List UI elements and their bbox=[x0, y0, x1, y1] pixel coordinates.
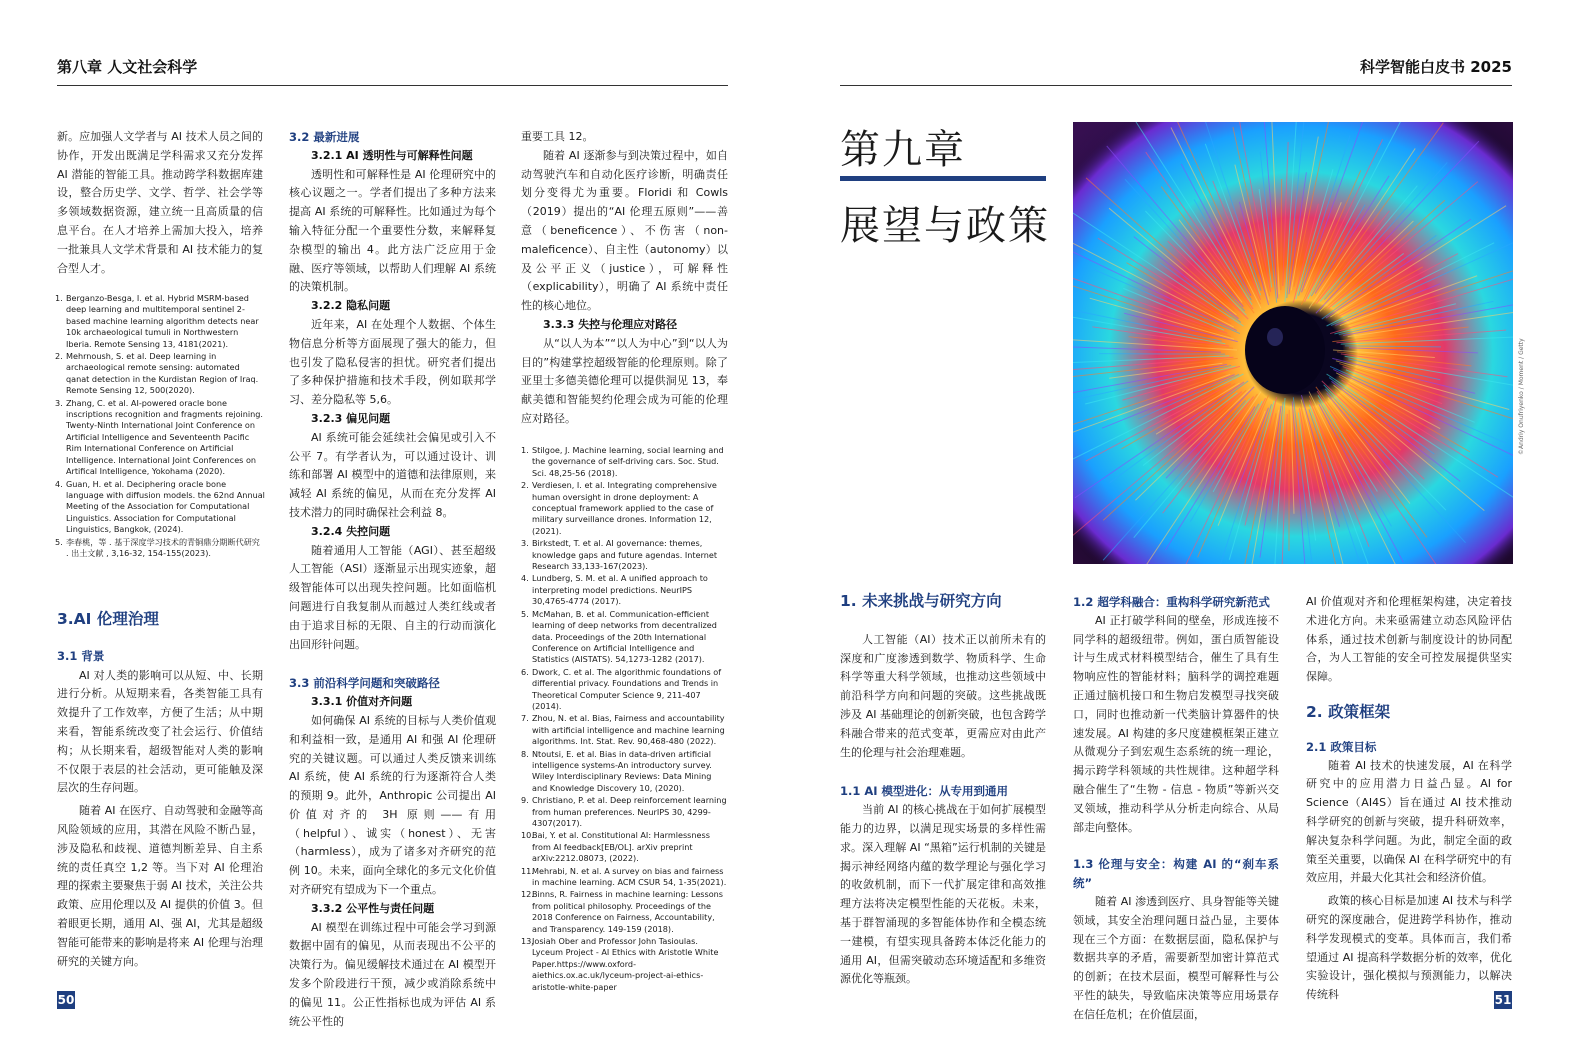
reference-item bbox=[521, 538, 729, 572]
chapter-title: 展望与政策 bbox=[840, 203, 1050, 249]
reference-item bbox=[521, 795, 729, 829]
reference-number: 7. bbox=[521, 713, 529, 724]
section-title-future: 1. 未来挑战与研究方向 bbox=[840, 592, 1002, 610]
subsubsection-3-2-3-title: 3.2.3 偏见问题 bbox=[311, 411, 391, 425]
continued-paragraph: 重要工具 12。 bbox=[521, 130, 594, 143]
reference-number: 2. bbox=[521, 480, 529, 491]
paragraph-1-3: 随着 AI 渗透到医疗、具身智能等关键领域，其安全治理问题日益凸显，主要体现在三个方面：在数据层面，隐私保护与数据共享的矛盾，需要新型加密计算范式的创新；在技术层面，模型可解释性与公平性的缺失，导致临床决策等应用场景存在信任危机；在价值层面， bbox=[1073, 894, 1279, 1021]
paragraph-2-1-b: 政策的核心目标是加速 AI 技术与科学研究的深度融合，促进跨学科协作，推动科学发现模式的变革。具体而言，我们希望通过 AI 提高科学数据分析的效率，优化实验设计，强化模拟与预测能力，以解决传统科 bbox=[1306, 894, 1512, 1002]
paragraph-3-3-1: 如何确保 AI 系统的目标与人类价值观和利益相一致，是通用 AI 和强 AI 伦理研究的关键议题。可以通过人类反馈来训练 AI 系统，使 AI 系统的行为逐渐符合人类的预期 9。此外，Anthropic 公司提出 AI 价值对齐的 3H 原则——有用（helpful）、诚实（honest）、无害（harmless），成为了诸多对齐研究的范例 10。未来，面向全球化的多元文化价值对齐研究有望成为下一个重点。 bbox=[289, 713, 496, 897]
running-header-right: 科学智能白皮书 2025 bbox=[1360, 58, 1512, 76]
subsubsection-3-2-2-title: 3.2.2 隐私问题 bbox=[311, 299, 391, 313]
reference-text: 李春桃，等 . 基于深度学习技术的青铜鼎分期断代研究 . 出土文献 , 3,16-32, 154-155(2023). bbox=[66, 536, 260, 558]
reference-number: 1. bbox=[521, 445, 529, 455]
paragraph-3-3-3: 从“以人为本”“以人为中心”到“以人为目的”构建掌控超级智能的伦理原则。除了亚里士多德美德伦理可以提供洞见 13，奉献美德和智能契约伦理会成为可能的伦理应对路径。 bbox=[521, 336, 728, 425]
left-column-1 bbox=[57, 128, 263, 278]
right-column-1 bbox=[840, 592, 1046, 989]
reference-text: Zhou, N. et al. Bias, Fairness and accountability with artificial intelligence and machine learning algorithms. Int. Stat. Rev. 90,468-480 (2022). bbox=[532, 713, 725, 747]
reference-text: Dwork, C. et al. The algorithmic foundations of differential privacy. Foundations and Trends in Theoretical Computer Science 9, 211-407 (2014). bbox=[532, 666, 722, 711]
header-rule-left bbox=[57, 85, 728, 86]
paragraph-3-1-a: AI 对人类的影响可以从短、中、长期进行分析。从短期来看，各类智能工具有效提升了工作效率，方便了生活；从中期来看，智能系统改变了社会运行、价值结构；从长期来看，超级智能对人类的影响不仅限于表层的社会活动，更可能触及深层次的生存问题。 bbox=[57, 668, 263, 795]
reference-item bbox=[521, 936, 729, 993]
reference-text: Berganzo-Besga, I. et al. Hybrid MSRM-based deep learning and multitemporal sentinel 2-based machine learning algorithm detects near 10k archaeological tumuli in Northwestern Iberia. Remote Sensing 13, 4181(2021). bbox=[66, 293, 259, 349]
running-header-left: 第八章 人文社会科学 bbox=[57, 58, 198, 76]
paragraph-1-1: 当前 AI 的核心挑战在于如何扩展模型能力的边界，以满足现实场景的多样性需求。深入理解 AI “黑箱”运行机制的关键是揭示神经网络内蕴的数学理论与强化学习的收敛机制，而下一代扩展定律和高效推理方法将决定模型性能的天花板。未来，基于群智涌现的多智能体协作和全模态统一建模，有望实现具备跨本体泛化能力的通用 AI，但需突破动态环境适配和多维资源优化等瓶颈。 bbox=[840, 803, 1046, 986]
reference-text: Mehrabi, N. et al. A survey on bias and fairness in machine learning. ACM CSUR 54, 1-35(2021). bbox=[532, 865, 727, 888]
ethics-section bbox=[57, 610, 263, 971]
reference-item bbox=[521, 573, 729, 607]
reference-text: Stilgoe, J. Machine learning, social learning and the governance of self-driving cars. Soc. Stud. Sci. 48,25-56 (2018). bbox=[532, 445, 724, 478]
subsubsection-3-3-2-title: 3.3.2 公平性与责任问题 bbox=[311, 901, 435, 915]
subsection-1-1-title: 1.1 AI 模型进化：从专用到通用 bbox=[840, 784, 1009, 799]
reference-item bbox=[521, 749, 729, 795]
subsubsection-3-2-1-title: 3.2.1 AI 透明性与可解释性问题 bbox=[311, 148, 473, 162]
reference-text: Zhang, C. et al. AI-powered oracle bone inscriptions recognition and fragments rejoining. Twenty-Ninth International Joint Conference on Artificial Intelligence and Seventeenth Pacific Rim International Conference on Artificial Intelligence. International Joint Conferences on Artifical Intelligence, Yokohama (2020). bbox=[66, 397, 264, 477]
subsection-1-3-title: 1.3 伦理与安全：构建 AI 的“刹车系统” bbox=[1073, 857, 1279, 891]
reference-number: 3. bbox=[55, 397, 63, 408]
paragraph-future: 人工智能（AI）技术正以前所未有的深度和广度渗透到数学、物质科学、生命科学等重大科学领域，也推动这些领域中前沿科学方向和问题的突破。这些挑战既涉及 AI 基础理论的创新突破，也包含跨学科融合带来的范式变革，更需应对由此产生的伦理与社会治理难题。 bbox=[840, 632, 1046, 759]
subsection-3-3-title: 3.3 前沿科学问题和突破路径 bbox=[289, 676, 440, 691]
chapter-divider bbox=[840, 176, 1046, 181]
reference-text: Binns, R. Fairness in machine learning: Lessons from political philosophy. Proceedings of the 2018 Conference on Fairness, Accountability, and Transparency. 149-159 (2018). bbox=[532, 889, 724, 934]
reference-item bbox=[521, 609, 729, 666]
subsubsection-3-3-1-title: 3.3.1 价值对齐问题 bbox=[311, 695, 413, 709]
reference-text: Bai, Y. et al. Constitutional AI: Harmlessness from AI feedback[EB/OL]. arXiv preprint arXiv:2212.08073, (2022). bbox=[532, 830, 710, 864]
reference-item bbox=[521, 830, 729, 864]
continued-ethics-paragraph: AI 价值观对齐和伦理框架构建，决定着技术进化方向。未来亟需建立动态风险评估体系，通过技术创新与制度设计的协同配合，为人工智能的安全可控发展提供坚实保障。 bbox=[1306, 595, 1512, 684]
right-column-2 bbox=[1073, 593, 1279, 1025]
reference-item bbox=[55, 398, 265, 478]
paragraph-3-3-2: AI 模型在训练过程中可能会学习到源数据中固有的偏见，从而表现出不公平的决策行为。偏见缓解技术通过在 AI 模型开发多个阶段进行干预，减少或消除系统中的偏见 11。公正性指标也成为评估 AI 系统公平性的 bbox=[289, 920, 496, 1028]
reference-number: 2. bbox=[55, 351, 63, 362]
left-column-3 bbox=[521, 128, 728, 429]
reference-number: 13. bbox=[521, 936, 534, 947]
reference-item bbox=[55, 351, 265, 397]
paragraph-1-2: AI 正打破学科间的壁垒，形成连接不同学科的超级纽带。例如，蛋白质智能设计与生成式材料模型结合，催生了具有生物响应性的智能材料；脑科学的调控难题正通过脑机接口和生物启发模型寻找突破口，同时也推动新一代类脑计算器件的快速发展。AI 构建的多尺度建模框架正建立从微观分子到宏观生态系统的统一理论，揭示跨学科领域的共性规律。这种超学科融合催生了“生物 - 信息 - 物质”等新兴交叉领域，推动科学从分析走向综合、从局部走向整体。 bbox=[1073, 613, 1279, 834]
photo-credit: ©Andriy Onufriyenko / Moment / Getty bbox=[1518, 338, 1525, 455]
reference-item bbox=[55, 537, 265, 560]
reference-item bbox=[521, 667, 729, 713]
reference-item bbox=[521, 480, 729, 537]
reference-number: 5. bbox=[521, 608, 529, 619]
chapter-label: 第九章 bbox=[840, 127, 966, 173]
subsection-3-1-title: 3.1 背景 bbox=[57, 648, 105, 663]
section-title-policy: 2. 政策框架 bbox=[1306, 702, 1391, 721]
right-column-references bbox=[521, 445, 729, 994]
paragraph-3-2-2: 近年来，AI 在处理个人数据、个体生物信息分析等方面展现了强大的能力，但也引发了隐私侵害的担忧。研究者们提出了多种保护措施和技术手段，例如联邦学习、差分隐私等 5,6。 bbox=[289, 317, 496, 407]
section-title-ethics: 3.AI 伦理治理 bbox=[57, 610, 159, 628]
header-rule-right bbox=[840, 85, 1512, 86]
left-column-2 bbox=[289, 128, 496, 1031]
paragraph-2-1-a: 随着 AI 技术的快速发展，AI 在科学研究中的应用潜力日益凸显。AI for Science（AI4S）旨在通过 AI 技术推动科学研究的创新与突破，提升科研效率，解决复杂科学问题。为此，制定全面的政策至关重要，以确保 AI 在科学研究中的有效应用，并最大化其社会和经济价值。 bbox=[1306, 758, 1512, 885]
reference-item bbox=[521, 866, 729, 889]
iris-image bbox=[1073, 122, 1513, 564]
reference-number: 1. bbox=[55, 293, 63, 303]
subsubsection-3-3-3-title: 3.3.3 失控与伦理应对路径 bbox=[543, 317, 678, 331]
paragraph-3-2-1: 透明性和可解释性是 AI 伦理研究中的核心议题之一。学者们提出了多种方法来提高 AI 系统的可解释性。比如通过为每个输入特征分配一个重要性分数，来解释复杂模型的输出 4。此方法广泛应用于金融、医疗等领域，以帮助人们理解 AI 系统的决策机制。 bbox=[289, 167, 496, 294]
reference-item bbox=[55, 293, 265, 350]
page-number-right: 51 bbox=[1494, 993, 1512, 1007]
iris-fiber bbox=[1099, 354, 1225, 355]
intro-paragraph: 新。应加强人文学者与 AI 技术人员之间的协作，开发出既满足学科需求又充分发挥 AI 潜能的智能工具。推动跨学科数据库建设，整合历史学、文学、哲学、社会学等多领域数据资源，建立统一且高质量的信息平台。在人才培养上需加大投入，培养一批兼具人文学术背景和 AI 技术能力的复合型人才。 bbox=[57, 130, 263, 275]
reference-number: 6. bbox=[521, 666, 529, 677]
reference-number: 10. bbox=[521, 830, 534, 841]
reference-number: 3. bbox=[521, 538, 529, 549]
reference-text: Lundberg, S. M. et al. A unified approach to interpreting model predictions. NeurIPS 30,4765-4774 (2017). bbox=[532, 573, 708, 607]
reference-text: Guan, H. et al. Deciphering oracle bone language with diffusion models. the 62nd Annual Meeting of the Association for Computational Linguistics. Association for Computational Linguistics, Bangkok, (2024). bbox=[66, 478, 265, 535]
reference-text: Birkstedt, T. et al. AI governance: themes, knowledge gaps and future agendas. Internet Research 33,133-167(2023). bbox=[532, 538, 718, 572]
reference-item bbox=[55, 479, 265, 536]
paragraph-3-2-3: AI 系统可能会延续社会偏见或引入不公平 7。有学者认为，可以通过设计、训练和部署 AI 模型中的道德和法律原则，来减轻 AI 系统的偏见，从而在充分发挥 AI 技术潜力的同时确保社会利益 8。 bbox=[289, 430, 496, 519]
reference-text: Verdiesen, I. et al. Integrating comprehensive human oversight in drone deployment: A conceptual framework applied to the case of military surveillance drones. Information 12, (2021). bbox=[532, 480, 717, 536]
reference-number: 9. bbox=[521, 795, 529, 806]
left-references bbox=[55, 293, 265, 560]
right-column-3 bbox=[1306, 593, 1512, 1005]
reference-text: Mehrnoush, S. et al. Deep learning in archaeological remote sensing: automated qanat detection in the Kurdistan Region of Iraq. Remote Sensing 12, 500(2020). bbox=[66, 351, 259, 396]
reference-number: 4. bbox=[521, 573, 529, 584]
subsection-3-2-title: 3.2 最新进展 bbox=[289, 130, 360, 144]
reference-number: 12. bbox=[521, 889, 534, 900]
reference-text: McMahan, B. et al. Communication-efficient learning of deep networks from decentralized data. Proceedings of the 20th International Conference on Artificial Intelligence and Statistics (AISTATS). 54,1273-1282 (2017). bbox=[532, 608, 717, 665]
subsection-2-1-title: 2.1 政策目标 bbox=[1306, 739, 1377, 754]
subsection-1-2-title: 1.2 超学科融合：重构科学研究新范式 bbox=[1073, 595, 1270, 609]
reference-item bbox=[521, 889, 729, 935]
reference-item bbox=[521, 445, 729, 479]
reference-number: 11. bbox=[521, 865, 534, 876]
iris-illustration bbox=[1073, 122, 1513, 564]
subsubsection-3-2-4-title: 3.2.4 失控问题 bbox=[311, 524, 391, 538]
reference-number: 5. bbox=[55, 536, 63, 547]
paragraph-3-2-4: 随着通用人工智能（AGI）、甚至超级人工智能（ASI）逐渐显示出现实迹象，超级智能体可以出现失控问题。比如面临机问题进行自我复制从而越过人类红线或者由于追求目标的无限、自主的行动而演化出回形针问题。 bbox=[289, 543, 496, 651]
reference-number: 4. bbox=[55, 478, 63, 489]
reference-item bbox=[521, 713, 729, 747]
reference-text: Christiano, P. et al. Deep reinforcement learning from human preferences. NeurIPS 30, 4299-4307(2017). bbox=[532, 795, 727, 828]
reference-text: Ntoutsi, E. et al. Bias in data-driven artificial intelligence systems-An introductory survey. Wiley Interdisciplinary Reviews: Data Mining and Knowledge Discovery 10, (2020). bbox=[532, 748, 712, 793]
paragraph-3-1-b: 随着 AI 在医疗、自动驾驶和金融等高风险领域的应用，其潜在风险不断凸显，涉及隐私和歧视、道德判断差异、自主系统的责任真空 1,2 等。当下对 AI 伦理治理的探索主要聚焦于弱 AI 技术，关注公共政策、应用伦理以及 AI 提供的价值 3。但着眼更长期，通用 AI、强 AI，尤其是超级智能可能带来的影响是将来 AI 伦理与治理研究的关键方向。 bbox=[57, 804, 263, 968]
paragraph-responsibility: 随着 AI 逐渐参与到决策过程中，如自动驾驶汽车和自动化医疗诊断，明确责任划分变得尤为重要。Floridi 和 Cowls（2019）提出的“AI 伦理五原则”——善意（beneficence）、不伤害（non-maleficence）、自主性（autonomy）以及公平正义（justice），可解释性（explicability），明确了 AI 系统中责任性的核心地位。 bbox=[521, 148, 728, 313]
reference-text: Josiah Ober and Professor John Tasioulas. Lyceum Project - AI Ethics with Aristotle White Paper.https://www.oxford-aiethics.ox.ac.uk/lyceum-project-ai-ethics-aristotle-white-paper bbox=[532, 936, 719, 992]
page-number-left: 50 bbox=[57, 993, 75, 1007]
reference-number: 8. bbox=[521, 748, 529, 759]
